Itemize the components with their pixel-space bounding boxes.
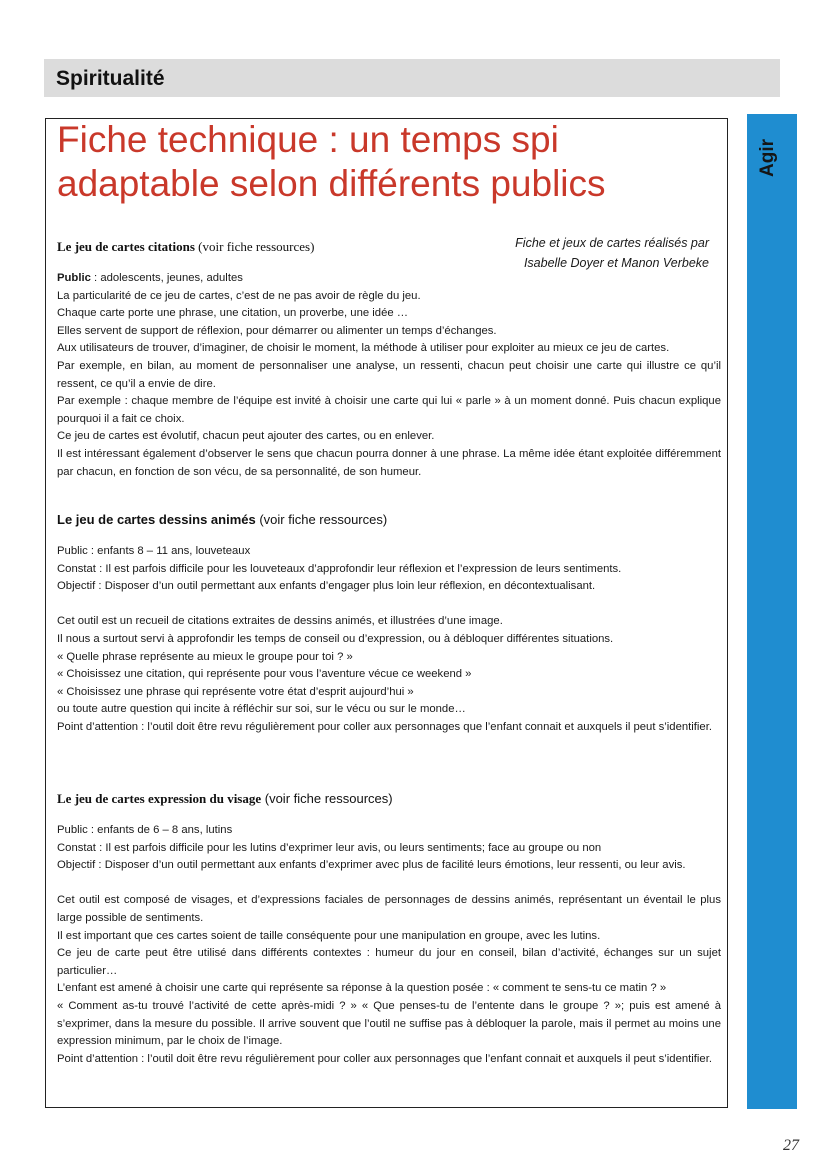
paragraph: Elles servent de support de réflexion, pour démarrer ou alimenter un temps d’échanges.: [57, 324, 497, 337]
paragraph: Aux utilisateurs de trouver, d’imaginer, de choisir le moment, la méthode à utiliser pour exploiter au mieux ce jeu de cartes.: [57, 342, 670, 355]
side-tab: [747, 114, 797, 1109]
paragraph: La particularité de ce jeu de cartes, c’est de ne pas avoir de règle du jeu.: [57, 289, 421, 302]
paragraph: « Choisissez une phrase qui représente votre état d’esprit aujourd’hui »: [57, 685, 414, 698]
section-citations: [57, 238, 721, 481]
paragraph: Cet outil est composé de visages, et d’expressions faciales de personnages de dessins animés, représentant un éventail le plus large possible de sentiments.: [57, 894, 721, 924]
page-number: 27: [783, 1137, 799, 1154]
paragraph: Public : enfants de 6 – 8 ans, lutins: [57, 824, 233, 836]
paragraph: « Choisissez une citation, qui représente pour vous l’aventure vécue ce weekend »: [57, 668, 472, 681]
paragraph: Ce jeu de carte peut être utilisé dans différents contextes : humeur du jour en conseil, bilan d’activité, échanges sur un sujet particulier…: [57, 947, 721, 977]
paragraph: ou toute autre question qui incite à réfléchir sur soi, sur le vécu ou sur le monde…: [57, 703, 466, 716]
paragraph: Il nous a surtout servi à approfondir les temps de conseil ou d’expression, ou à débloquer différentes situations.: [57, 632, 614, 645]
paragraph: Chaque carte porte une phrase, une citation, un proverbe, une idée …: [57, 307, 409, 320]
paragraph: « Quelle phrase représente au mieux le groupe pour toi ? »: [57, 650, 353, 663]
paragraph: Par exemple : chaque membre de l’équipe est invité à choisir une carte qui lui « parle » à un moment donné. Puis chacun explique pourquoi il a fait ce choix.: [57, 395, 721, 425]
section-citations-heading: Le jeu de cartes citations (voir fiche ressources): [57, 239, 315, 254]
paragraph: Objectif : Disposer d’un outil permettant aux enfants d’engager plus loin leur réflexion, en décontextualisant.: [57, 580, 596, 593]
paragraph: Par exemple, en bilan, au moment de personnaliser une analyse, un ressenti, chacun peut choisir une carte qui illustre ce qu’il ressent, ce qu’il a envie de dire.: [57, 359, 721, 390]
paragraph: L’enfant est amené à choisir une carte qui représente sa réponse à la question posée : « comment te sens-tu ce matin ? »: [57, 982, 667, 995]
paragraph: Constat : Il est parfois difficile pour les louveteaux d’approfondir leur réflexion et l’expression de leurs sentiments.: [57, 562, 622, 575]
section-expression-visage: [57, 790, 721, 1068]
credits-line-2: Isabelle Doyer et Manon Verbeke: [523, 256, 709, 270]
paragraph: « Comment as-tu trouvé l’activité de cette après-midi ? » « Que penses-tu de l’entente dans le groupe ? »; puis est amené à s’exprimer, dans la mesure du possible. Il arrive souvent que l’outil ne suffise pas à débloquer la parole, mais il permet au moins une expression minimum, par le choix de l’image.: [57, 999, 721, 1048]
paragraph: Cet outil est un recueil de citations extraites de dessins animés, et illustrées d’une image.: [57, 615, 503, 628]
paragraph: Point d’attention : l’outil doit être revu régulièrement pour coller aux personnages que l’enfant connait et auxquels il peut s’identifier.: [57, 720, 712, 733]
credits-line-1: Fiche et jeux de cartes réalisés par: [515, 236, 709, 250]
paragraph: Il est intéressant également d’observer le sens que chacun pourra donner à une phrase. La même idée étant exploitée différemment par chacun, en fonction de son vécu, de sa personnalité, de son humeur.: [57, 447, 721, 478]
paragraph: Il est important que ces cartes soient de taille conséquente pour une manipulation en groupe, avec les lutins.: [57, 929, 601, 942]
title-line-1: Fiche technique : un temps spi: [57, 119, 559, 160]
paragraph: Constat : Il est parfois difficile pour les lutins d’exprimer leur avis, ou leurs sentiments; face au groupe ou non: [57, 841, 602, 854]
section-visage-heading: Le jeu de cartes expression du visage (voir fiche ressources): [57, 791, 393, 806]
side-tab-label: Agir: [757, 139, 778, 177]
paragraph: Objectif : Disposer d’un outil permettant aux enfants d’exprimer avec plus de facilité leurs émotions, leur ressenti, ou leur avis.: [57, 859, 686, 872]
section-title: Spiritualité: [56, 67, 165, 90]
section-header-bar: [44, 59, 780, 97]
section-dessins-heading: Le jeu de cartes dessins animés (voir fiche ressources): [57, 512, 388, 527]
public-line: Public : adolescents, jeunes, adultes: [57, 272, 243, 284]
page-title: [57, 118, 717, 206]
paragraph: Public : enfants 8 – 11 ans, louveteaux: [57, 545, 251, 557]
paragraph: Point d’attention : l’outil doit être revu régulièrement pour coller aux personnages que l’enfant connait et auxquels il peut s’identifier.: [57, 1052, 712, 1065]
title-line-2: adaptable selon différents publics: [57, 163, 606, 204]
section-dessins-animes: [57, 511, 721, 737]
paragraph: Ce jeu de cartes est évolutif, chacun peut ajouter des cartes, ou en enlever.: [57, 430, 435, 443]
